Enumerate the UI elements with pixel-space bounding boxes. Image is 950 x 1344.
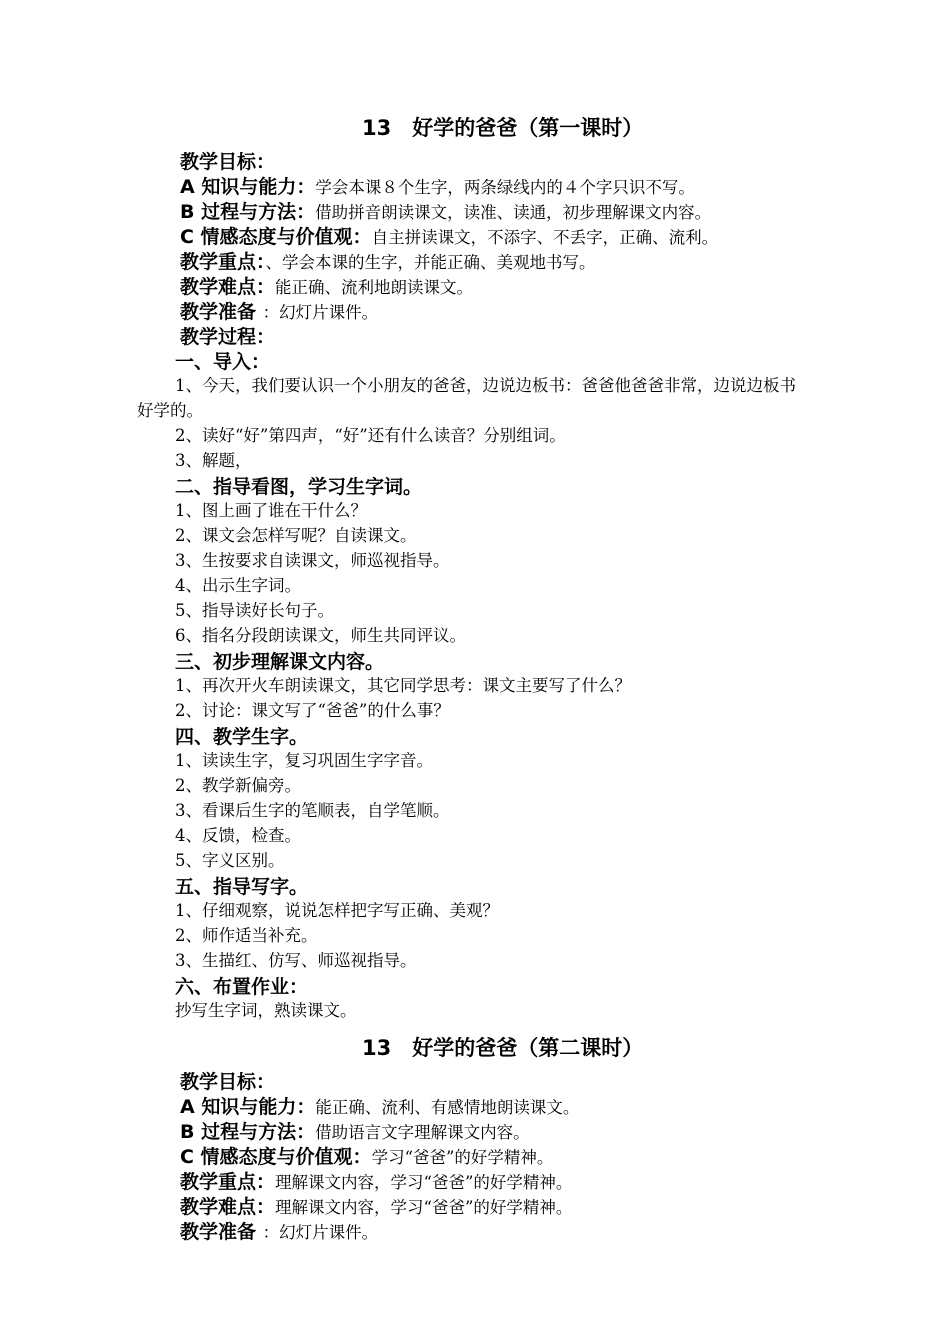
goal-a-text: 能正确、流利、有感情地朗读课文。 [315,1098,580,1117]
list-item: 3、生描红、仿写、师巡视指导。 [175,951,417,970]
lesson1-process-label: 教学过程： [180,326,276,348]
list-item: 6、指名分段朗读课文，师生共同评议。 [175,626,466,645]
list-item: 1、今天，我们要认识一个小朋友的爸爸，边说边板书：爸爸他爸爸非常，边说边板书 [175,376,796,395]
goal-b-text: 借助拼音朗读课文，读准、读通，初步理解课文内容。 [315,203,712,222]
lesson1-difficulties [180,275,473,300]
list-item: 4、出示生字词。 [175,576,301,595]
lesson2-goal-c [180,1145,553,1170]
goal-a-label: A 知识与能力： [180,176,316,198]
list-item: 1、读读生字，复习巩固生字字音。 [175,751,433,770]
section-5-heading: 五、指导写字。 [175,876,309,898]
prep-label: 教学准备 [180,1221,263,1243]
lesson1-goal-b [180,200,711,225]
key-text: 理解课文内容，学习“爸爸”的好学精神。 [275,1173,573,1192]
list-item: 5、字义区别。 [175,851,285,870]
lesson2-goals-label: 教学目标： [180,1071,276,1093]
goal-c-text: 学习“爸爸”的好学精神。 [371,1148,554,1167]
goal-c-label: C 情感态度与价值观： [180,1146,372,1168]
diff-label: 教学难点： [180,1196,276,1218]
list-item: 1、仔细观察，说说怎样把字写正确、美观？ [175,901,499,920]
goal-b-label: B 过程与方法： [180,1121,316,1143]
prep-text: ：幻灯片课件。 [262,1223,379,1242]
goal-c-label: C 情感态度与价值观： [180,226,372,248]
diff-label: 教学难点： [180,276,276,298]
goal-c-text: 自主拼读课文，不添字、不丢字，正确、流利。 [371,228,719,247]
list-item: 2、讨论：课文写了“爸爸”的什么事？ [175,701,450,720]
goal-b-label: B 过程与方法： [180,201,316,223]
list-item: 3、看课后生字的笔顺表，自学笔顺。 [175,801,450,820]
lesson1-title: 13 好学的爸爸（第一课时） [362,116,644,140]
lesson1-key-points [180,250,596,275]
list-item: 3、生按要求自读课文，师巡视指导。 [175,551,450,570]
lesson1-goal-c [180,225,718,250]
section-1-heading: 一、导入： [175,351,271,373]
lesson2-goal-a [180,1095,579,1120]
goal-a-label: A 知识与能力： [180,1096,316,1118]
list-item: 好学的。 [137,401,203,420]
list-item: 3、解题， [175,451,252,470]
goal-a-text: 学会本课８个生字，两条绿线内的４个字只识不写。 [315,178,695,197]
diff-text: 理解课文内容，学习“爸爸”的好学精神。 [275,1198,573,1217]
key-text: 、学会本课的生字，并能正确、美观地书写。 [265,253,596,272]
lesson2-title: 13 好学的爸爸（第二课时） [362,1036,644,1060]
list-item: 5、指导读好长句子。 [175,601,334,620]
key-label: 教学重点： [180,1171,276,1193]
list-item: 1、再次开火车朗读课文，其它同学思考：课文主要写了什么？ [175,676,631,695]
lesson2-preparation [180,1220,378,1245]
lesson2-goal-b [180,1120,530,1145]
list-item: 抄写生字词，熟读课文。 [175,1001,357,1020]
lesson1-goal-a [180,175,695,200]
list-item: 2、教学新偏旁。 [175,776,301,795]
diff-text: 能正确、流利地朗读课文。 [275,278,474,297]
list-item: 4、反馈，检查。 [175,826,301,845]
section-6-heading: 六、布置作业： [175,976,309,998]
list-item: 2、课文会怎样写呢？自读课文。 [175,526,417,545]
lesson2-difficulties [180,1195,572,1220]
list-item: 2、师作适当补充。 [175,926,318,945]
prep-label: 教学准备 [180,301,263,323]
list-item: 1、图上画了谁在干什么？ [175,501,367,520]
lesson1-preparation [180,300,378,325]
lesson2-key-points [180,1170,572,1195]
section-2-heading: 二、指导看图，学习生字词。 [175,476,423,498]
prep-text: ：幻灯片课件。 [262,303,379,322]
section-3-heading: 三、初步理解课文内容。 [175,651,385,673]
section-4-heading: 四、教学生字。 [175,726,309,748]
lesson1-goals-label: 教学目标： [180,151,276,173]
key-label: 教学重点： [180,251,266,273]
goal-b-text: 借助语言文字理解课文内容。 [315,1123,530,1142]
list-item: 2、读好“好”第四声，“好”还有什么读音？分别组词。 [175,426,566,445]
